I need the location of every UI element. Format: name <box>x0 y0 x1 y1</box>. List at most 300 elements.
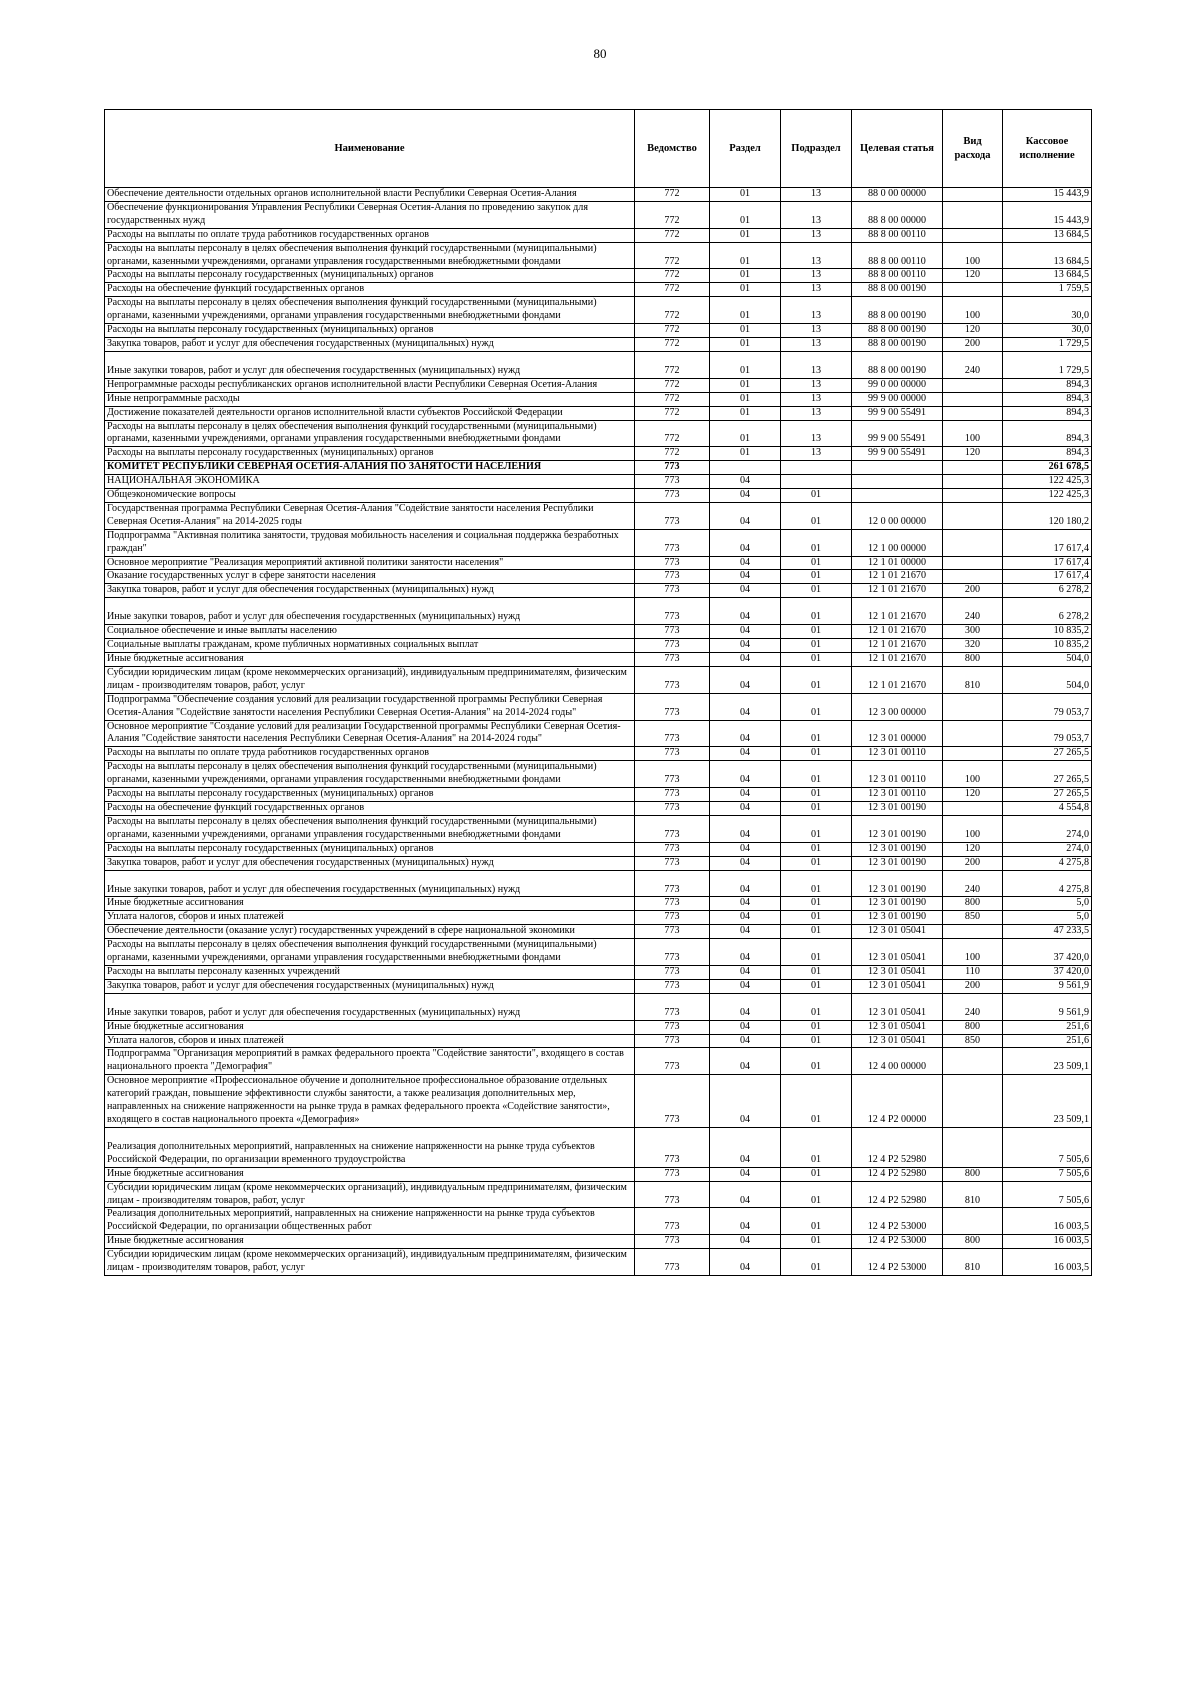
row-section: 04 <box>710 693 781 720</box>
table-header-row <box>105 110 1092 188</box>
row-target-article: 12 3 01 00190 <box>852 856 943 870</box>
row-subsection: 13 <box>781 269 852 283</box>
table-row <box>105 420 1092 447</box>
row-subsection: 01 <box>781 1048 852 1075</box>
row-section: 01 <box>710 324 781 338</box>
row-section: 04 <box>710 939 781 966</box>
table-row <box>105 1020 1092 1034</box>
row-expense-type: 120 <box>943 788 1003 802</box>
row-name: Расходы на обеспечение функций государственных органов <box>105 283 635 297</box>
row-expense-type: 240 <box>943 598 1003 625</box>
row-expense-type: 120 <box>943 269 1003 283</box>
row-subsection: 13 <box>781 406 852 420</box>
row-name: Иные бюджетные ассигнования <box>105 1167 635 1181</box>
row-name: НАЦИОНАЛЬНАЯ ЭКОНОМИКА <box>105 475 635 489</box>
table-row <box>105 761 1092 788</box>
row-target-article: 88 8 00 00000 <box>852 201 943 228</box>
table-row <box>105 584 1092 598</box>
row-section: 01 <box>710 351 781 378</box>
row-amount: 10 835,2 <box>1003 625 1092 639</box>
row-subsection: 01 <box>781 1167 852 1181</box>
row-subsection: 01 <box>781 870 852 897</box>
row-name: Уплата налогов, сборов и иных платежей <box>105 911 635 925</box>
row-name: Социальное обеспечение и иные выплаты населению <box>105 625 635 639</box>
row-department: 773 <box>635 666 710 693</box>
row-target-article: 12 3 01 05041 <box>852 979 943 993</box>
table-row <box>105 378 1092 392</box>
row-expense-type <box>943 1127 1003 1167</box>
row-expense-type: 200 <box>943 979 1003 993</box>
row-amount: 274,0 <box>1003 815 1092 842</box>
row-section: 01 <box>710 297 781 324</box>
row-target-article: 99 9 00 55491 <box>852 420 943 447</box>
row-department: 773 <box>635 1208 710 1235</box>
row-expense-type <box>943 720 1003 747</box>
row-expense-type: 100 <box>943 761 1003 788</box>
row-target-article <box>852 489 943 503</box>
row-amount: 9 561,9 <box>1003 993 1092 1020</box>
row-target-article: 12 1 01 21670 <box>852 666 943 693</box>
table-row <box>105 337 1092 351</box>
row-name: Иные бюджетные ассигнования <box>105 897 635 911</box>
row-name: Закупка товаров, работ и услуг для обеспечения государственных (муниципальных) нужд <box>105 337 635 351</box>
row-expense-type: 240 <box>943 870 1003 897</box>
row-department: 773 <box>635 584 710 598</box>
table-row <box>105 1208 1092 1235</box>
row-expense-type <box>943 529 1003 556</box>
table-row <box>105 1034 1092 1048</box>
row-amount: 30,0 <box>1003 324 1092 338</box>
table-row <box>105 693 1092 720</box>
row-expense-type: 850 <box>943 1034 1003 1048</box>
row-target-article: 12 3 01 00110 <box>852 761 943 788</box>
row-name: Закупка товаров, работ и услуг для обеспечения государственных (муниципальных) нужд <box>105 856 635 870</box>
row-subsection: 13 <box>781 242 852 269</box>
table-row <box>105 502 1092 529</box>
row-target-article: 12 1 01 21670 <box>852 598 943 625</box>
table-body <box>105 188 1092 1276</box>
row-expense-type <box>943 747 1003 761</box>
row-department: 772 <box>635 324 710 338</box>
row-subsection: 01 <box>781 693 852 720</box>
row-target-article: 88 8 00 00190 <box>852 351 943 378</box>
header-cash-execution: Кассовое исполнение <box>1003 110 1092 188</box>
row-target-article: 12 3 01 00190 <box>852 801 943 815</box>
row-subsection: 01 <box>781 1235 852 1249</box>
row-section: 04 <box>710 625 781 639</box>
table-row <box>105 939 1092 966</box>
row-subsection: 01 <box>781 489 852 503</box>
row-expense-type: 810 <box>943 1249 1003 1276</box>
row-target-article: 88 8 00 00190 <box>852 297 943 324</box>
row-name: Расходы на выплаты персоналу государственных (муниципальных) органов <box>105 788 635 802</box>
row-amount: 17 617,4 <box>1003 570 1092 584</box>
row-expense-type: 100 <box>943 297 1003 324</box>
row-target-article: 88 8 00 00190 <box>852 324 943 338</box>
row-expense-type: 240 <box>943 993 1003 1020</box>
row-target-article: 12 3 01 00190 <box>852 815 943 842</box>
row-amount: 261 678,5 <box>1003 461 1092 475</box>
row-department: 773 <box>635 965 710 979</box>
row-section: 04 <box>710 1208 781 1235</box>
row-department: 773 <box>635 815 710 842</box>
row-target-article: 12 4 Р2 53000 <box>852 1249 943 1276</box>
row-amount: 4 275,8 <box>1003 856 1092 870</box>
table-row <box>105 324 1092 338</box>
row-target-article: 99 9 00 00000 <box>852 392 943 406</box>
row-name: Расходы на обеспечение функций государственных органов <box>105 801 635 815</box>
row-subsection: 13 <box>781 228 852 242</box>
row-subsection: 13 <box>781 378 852 392</box>
row-expense-type <box>943 475 1003 489</box>
row-name: Расходы на выплаты персоналу в целях обеспечения выполнения функций государственными (муниципальными) органами, казенными учреждениями, органами управления государственными внебюджетными фондами <box>105 761 635 788</box>
table-row <box>105 556 1092 570</box>
row-section: 01 <box>710 420 781 447</box>
row-department: 773 <box>635 598 710 625</box>
row-subsection: 01 <box>781 666 852 693</box>
header-section: Раздел <box>710 110 781 188</box>
row-section: 04 <box>710 870 781 897</box>
table-row <box>105 815 1092 842</box>
row-expense-type <box>943 502 1003 529</box>
row-subsection: 01 <box>781 965 852 979</box>
row-target-article: 12 1 00 00000 <box>852 529 943 556</box>
row-amount: 79 053,7 <box>1003 720 1092 747</box>
row-target-article: 12 1 01 21670 <box>852 639 943 653</box>
row-target-article: 12 3 00 00000 <box>852 693 943 720</box>
row-department: 773 <box>635 993 710 1020</box>
row-subsection: 01 <box>781 1127 852 1167</box>
row-amount: 7 505,6 <box>1003 1127 1092 1167</box>
row-department: 772 <box>635 420 710 447</box>
row-department: 773 <box>635 747 710 761</box>
header-subsection: Подраздел <box>781 110 852 188</box>
table-row <box>105 598 1092 625</box>
row-name: Иные закупки товаров, работ и услуг для обеспечения государственных (муниципальных) нужд <box>105 351 635 378</box>
row-expense-type: 800 <box>943 1235 1003 1249</box>
row-subsection: 13 <box>781 324 852 338</box>
row-target-article: 12 3 01 05041 <box>852 925 943 939</box>
row-department: 773 <box>635 556 710 570</box>
row-name: КОМИТЕТ РЕСПУБЛИКИ СЕВЕРНАЯ ОСЕТИЯ-АЛАНИЯ ПО ЗАНЯТОСТИ НАСЕЛЕНИЯ <box>105 461 635 475</box>
row-department: 773 <box>635 761 710 788</box>
row-name: Основное мероприятие «Профессиональное обучение и дополнительное профессиональное образование отдельных категорий граждан, повышение эффективности службы занятости, а также реализация дополнительных мер, направленных на снижение напряженности на рынке труда в рамках федерального проекта «Содействие занятости», входящего в состав национального проекта «Демография» <box>105 1075 635 1128</box>
row-department: 773 <box>635 925 710 939</box>
row-target-article: 12 3 01 00110 <box>852 747 943 761</box>
row-name: Социальные выплаты гражданам, кроме публичных нормативных социальных выплат <box>105 639 635 653</box>
row-target-article: 88 8 00 00110 <box>852 269 943 283</box>
row-expense-type: 200 <box>943 584 1003 598</box>
row-department: 772 <box>635 283 710 297</box>
table-row <box>105 993 1092 1020</box>
row-department: 773 <box>635 639 710 653</box>
row-name: Непрограммные расходы республиканских органов исполнительной власти Республики Северная Осетия-Алания <box>105 378 635 392</box>
budget-execution-table <box>104 109 1092 1276</box>
row-name: Иные бюджетные ассигнования <box>105 653 635 667</box>
row-amount: 7 505,6 <box>1003 1181 1092 1208</box>
row-department: 773 <box>635 625 710 639</box>
row-department: 773 <box>635 1048 710 1075</box>
row-expense-type: 240 <box>943 351 1003 378</box>
row-name: Уплата налогов, сборов и иных платежей <box>105 1034 635 1048</box>
row-amount: 79 053,7 <box>1003 693 1092 720</box>
table-row <box>105 570 1092 584</box>
table-row <box>105 965 1092 979</box>
row-amount: 1 729,5 <box>1003 351 1092 378</box>
table-row <box>105 475 1092 489</box>
row-expense-type: 300 <box>943 625 1003 639</box>
row-amount: 4 554,8 <box>1003 801 1092 815</box>
row-target-article: 88 8 00 00110 <box>852 228 943 242</box>
row-target-article: 12 1 01 21670 <box>852 570 943 584</box>
row-expense-type: 850 <box>943 911 1003 925</box>
row-subsection: 13 <box>781 201 852 228</box>
row-subsection: 01 <box>781 625 852 639</box>
row-expense-type <box>943 406 1003 420</box>
row-department: 773 <box>635 856 710 870</box>
row-target-article: 99 9 00 55491 <box>852 447 943 461</box>
row-section: 04 <box>710 1181 781 1208</box>
row-department: 773 <box>635 1034 710 1048</box>
row-section <box>710 461 781 475</box>
row-expense-type <box>943 1075 1003 1128</box>
row-target-article: 12 3 01 05041 <box>852 1034 943 1048</box>
row-section: 04 <box>710 639 781 653</box>
row-amount: 13 684,5 <box>1003 228 1092 242</box>
row-subsection: 01 <box>781 653 852 667</box>
table-row <box>105 283 1092 297</box>
row-expense-type <box>943 188 1003 202</box>
table-row <box>105 842 1092 856</box>
row-section: 04 <box>710 1075 781 1128</box>
row-expense-type <box>943 283 1003 297</box>
row-section: 01 <box>710 201 781 228</box>
row-department: 772 <box>635 201 710 228</box>
row-target-article: 12 3 01 00190 <box>852 911 943 925</box>
row-subsection: 01 <box>781 993 852 1020</box>
table-row <box>105 1181 1092 1208</box>
row-expense-type: 810 <box>943 1181 1003 1208</box>
row-amount: 37 420,0 <box>1003 965 1092 979</box>
row-amount: 6 278,2 <box>1003 598 1092 625</box>
row-amount: 504,0 <box>1003 653 1092 667</box>
row-section: 04 <box>710 993 781 1020</box>
table-row <box>105 461 1092 475</box>
row-name: Расходы на выплаты по оплате труда работников государственных органов <box>105 228 635 242</box>
row-amount: 10 835,2 <box>1003 639 1092 653</box>
row-name: Расходы на выплаты персоналу государственных (муниципальных) органов <box>105 447 635 461</box>
row-target-article: 12 4 00 00000 <box>852 1048 943 1075</box>
row-subsection: 01 <box>781 815 852 842</box>
row-subsection: 01 <box>781 856 852 870</box>
row-name: Субсидии юридическим лицам (кроме некоммерческих организаций), индивидуальным предпринимателям, физическим лицам - производителям товаров, работ, услуг <box>105 1249 635 1276</box>
row-department: 773 <box>635 653 710 667</box>
row-subsection: 13 <box>781 297 852 324</box>
table-row <box>105 489 1092 503</box>
row-department: 773 <box>635 897 710 911</box>
row-amount: 1 759,5 <box>1003 283 1092 297</box>
row-section: 01 <box>710 228 781 242</box>
row-department: 773 <box>635 1249 710 1276</box>
row-target-article: 12 1 01 21670 <box>852 625 943 639</box>
row-amount: 122 425,3 <box>1003 475 1092 489</box>
row-section: 04 <box>710 856 781 870</box>
row-name: Расходы на выплаты персоналу государственных (муниципальных) органов <box>105 324 635 338</box>
row-department: 772 <box>635 406 710 420</box>
row-section: 04 <box>710 1235 781 1249</box>
row-section: 04 <box>710 653 781 667</box>
row-amount: 274,0 <box>1003 842 1092 856</box>
table-row <box>105 297 1092 324</box>
row-amount: 27 265,5 <box>1003 788 1092 802</box>
row-name: Субсидии юридическим лицам (кроме некоммерческих организаций), индивидуальным предпринимателям, физическим лицам - производителям товаров, работ, услуг <box>105 1181 635 1208</box>
row-section: 04 <box>710 979 781 993</box>
row-department: 773 <box>635 1020 710 1034</box>
row-section: 01 <box>710 188 781 202</box>
table-row <box>105 351 1092 378</box>
row-name: Расходы на выплаты по оплате труда работников государственных органов <box>105 747 635 761</box>
row-expense-type <box>943 489 1003 503</box>
row-name: Основное мероприятие "Реализация мероприятий активной политики занятости населения" <box>105 556 635 570</box>
row-name: Закупка товаров, работ и услуг для обеспечения государственных (муниципальных) нужд <box>105 979 635 993</box>
row-expense-type: 100 <box>943 815 1003 842</box>
row-amount: 13 684,5 <box>1003 269 1092 283</box>
row-department: 773 <box>635 475 710 489</box>
table-row <box>105 747 1092 761</box>
row-section: 01 <box>710 337 781 351</box>
row-subsection: 01 <box>781 570 852 584</box>
row-department: 772 <box>635 447 710 461</box>
table-row <box>105 801 1092 815</box>
row-department: 773 <box>635 489 710 503</box>
row-section: 04 <box>710 1048 781 1075</box>
row-name: Расходы на выплаты персоналу в целях обеспечения выполнения функций государственными (муниципальными) органами, казенными учреждениями, органами управления государственными внебюджетными фондами <box>105 420 635 447</box>
row-amount: 894,3 <box>1003 447 1092 461</box>
row-subsection: 13 <box>781 447 852 461</box>
row-department: 772 <box>635 337 710 351</box>
row-section: 01 <box>710 283 781 297</box>
row-name: Субсидии юридическим лицам (кроме некоммерческих организаций), индивидуальным предпринимателям, физическим лицам - производителям товаров, работ, услуг <box>105 666 635 693</box>
table-row <box>105 720 1092 747</box>
row-expense-type: 800 <box>943 653 1003 667</box>
row-name: Иные непрограммные расходы <box>105 392 635 406</box>
row-amount: 17 617,4 <box>1003 529 1092 556</box>
table-row <box>105 406 1092 420</box>
row-subsection: 13 <box>781 392 852 406</box>
table-row <box>105 870 1092 897</box>
row-name: Общеэкономические вопросы <box>105 489 635 503</box>
row-expense-type: 200 <box>943 337 1003 351</box>
row-subsection: 01 <box>781 1034 852 1048</box>
row-expense-type: 800 <box>943 1020 1003 1034</box>
row-department: 773 <box>635 461 710 475</box>
row-name: Подпрограмма "Обеспечение создания условий для реализации государственной программы Республики Северная Осетия-Алания "Содействие занятости населения Республики Северная Осетия-Алания" на 2014-2024 годы" <box>105 693 635 720</box>
row-expense-type <box>943 392 1003 406</box>
row-expense-type: 810 <box>943 666 1003 693</box>
row-target-article <box>852 461 943 475</box>
row-amount: 7 505,6 <box>1003 1167 1092 1181</box>
row-expense-type <box>943 378 1003 392</box>
row-target-article: 99 9 00 55491 <box>852 406 943 420</box>
row-target-article: 12 3 01 00190 <box>852 842 943 856</box>
row-department: 773 <box>635 502 710 529</box>
row-section: 01 <box>710 378 781 392</box>
row-section: 04 <box>710 965 781 979</box>
table-row <box>105 242 1092 269</box>
row-subsection: 01 <box>781 788 852 802</box>
row-name: Достижение показателей деятельности органов исполнительной власти субъектов Российской Федерации <box>105 406 635 420</box>
row-section: 04 <box>710 1020 781 1034</box>
row-name: Государственная программа Республики Северная Осетия-Алания "Содействие занятости населения Республики Северная Осетия-Алания" на 2014-2025 годы <box>105 502 635 529</box>
row-target-article: 12 4 Р2 52980 <box>852 1127 943 1167</box>
row-expense-type <box>943 693 1003 720</box>
row-section: 01 <box>710 447 781 461</box>
row-target-article: 12 4 Р2 52980 <box>852 1181 943 1208</box>
row-target-article: 12 1 01 00000 <box>852 556 943 570</box>
row-section: 04 <box>710 1127 781 1167</box>
row-name: Обеспечение деятельности (оказание услуг) государственных учреждений в сфере национальной экономики <box>105 925 635 939</box>
row-section: 04 <box>710 788 781 802</box>
row-target-article: 88 8 00 00110 <box>852 242 943 269</box>
row-section: 04 <box>710 502 781 529</box>
row-subsection: 01 <box>781 897 852 911</box>
row-subsection: 01 <box>781 639 852 653</box>
row-amount: 15 443,9 <box>1003 188 1092 202</box>
row-name: Расходы на выплаты персоналу в целях обеспечения выполнения функций государственными (муниципальными) органами, казенными учреждениями, органами управления государственными внебюджетными фондами <box>105 297 635 324</box>
row-expense-type: 100 <box>943 939 1003 966</box>
row-expense-type <box>943 228 1003 242</box>
row-subsection: 13 <box>781 188 852 202</box>
row-amount: 30,0 <box>1003 297 1092 324</box>
table-row <box>105 447 1092 461</box>
row-section: 04 <box>710 897 781 911</box>
table-row <box>105 856 1092 870</box>
row-department: 773 <box>635 842 710 856</box>
row-amount: 15 443,9 <box>1003 201 1092 228</box>
row-expense-type <box>943 556 1003 570</box>
row-target-article: 12 3 01 00000 <box>852 720 943 747</box>
row-amount: 17 617,4 <box>1003 556 1092 570</box>
row-section: 04 <box>710 584 781 598</box>
row-subsection: 01 <box>781 842 852 856</box>
row-subsection: 13 <box>781 351 852 378</box>
row-name: Реализация дополнительных мероприятий, направленных на снижение напряженности на рынке труда субъектов Российской Федерации, по организации общественных работ <box>105 1208 635 1235</box>
row-section: 04 <box>710 815 781 842</box>
table-row <box>105 1127 1092 1167</box>
row-amount: 23 509,1 <box>1003 1075 1092 1128</box>
row-target-article: 88 8 00 00190 <box>852 337 943 351</box>
row-expense-type <box>943 925 1003 939</box>
row-department: 772 <box>635 297 710 324</box>
row-subsection: 01 <box>781 761 852 788</box>
row-expense-type: 120 <box>943 447 1003 461</box>
row-name: Расходы на выплаты персоналу в целях обеспечения выполнения функций государственными (муниципальными) органами, казенными учреждениями, органами управления государственными внебюджетными фондами <box>105 242 635 269</box>
row-amount: 894,3 <box>1003 406 1092 420</box>
row-department: 772 <box>635 378 710 392</box>
row-target-article: 12 4 Р2 00000 <box>852 1075 943 1128</box>
row-expense-type: 120 <box>943 324 1003 338</box>
row-amount: 251,6 <box>1003 1034 1092 1048</box>
row-amount: 16 003,5 <box>1003 1235 1092 1249</box>
row-section: 01 <box>710 242 781 269</box>
row-subsection: 01 <box>781 1208 852 1235</box>
table-row <box>105 1249 1092 1276</box>
row-name: Реализация дополнительных мероприятий, направленных на снижение напряженности на рынке труда субъектов Российской Федерации, по организации временного трудоустройства <box>105 1127 635 1167</box>
row-amount: 894,3 <box>1003 378 1092 392</box>
row-expense-type: 110 <box>943 965 1003 979</box>
row-amount: 251,6 <box>1003 1020 1092 1034</box>
row-expense-type: 320 <box>943 639 1003 653</box>
